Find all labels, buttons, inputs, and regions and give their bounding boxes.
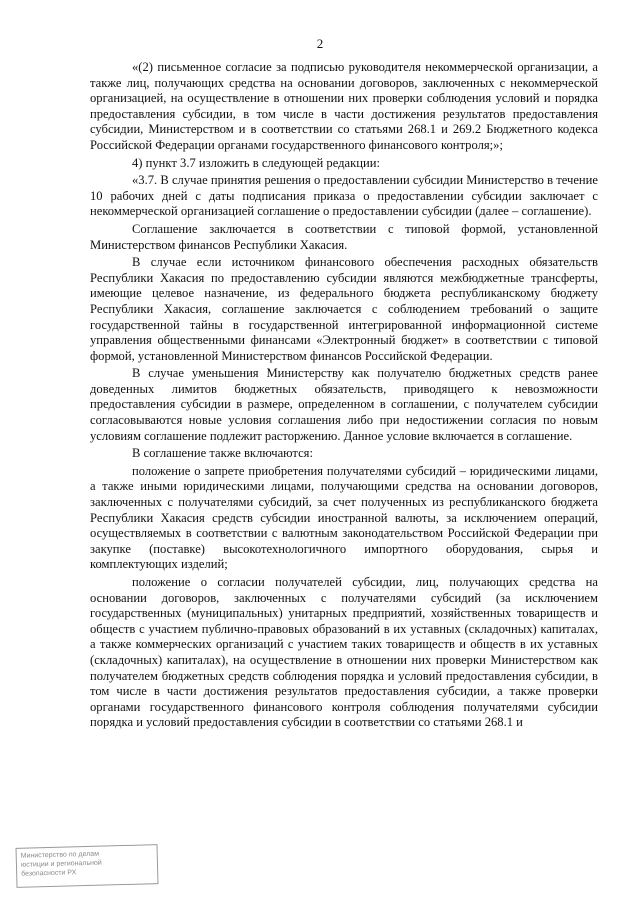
stamp-line: юстиции и региональной bbox=[20, 859, 102, 869]
paragraph-typical-form: Соглашение заключается в соответствии с типовой формой, установленной Министерством финансов Республики Хакасия. bbox=[90, 221, 598, 252]
paragraph-item-4: 4) пункт 3.7 изложить в следующей редакции: bbox=[132, 155, 380, 170]
stamp-line: безопасности РХ bbox=[21, 869, 77, 878]
paragraph-consent: «(2) письменное согласие за подписью руководителя некоммерческой организации, а также лиц, получающих средства на основании договоров, заключенных с некоммерческой организацией, на осуществление в отношении них проверки соблюдения условий и порядка предоставления субсидии, в том числе в части достижения результатов предоставления субсидии, Министерством и в соответствии со статьями 268.1 и 269.2 Бюджетного кодекса Российской Федерации органами государственного финансового контроля;»; bbox=[90, 60, 598, 152]
page-number: 2 bbox=[316, 36, 324, 51]
document-body bbox=[90, 60, 598, 733]
stamp-line: Министерство по делам bbox=[20, 850, 100, 860]
paragraph-interbudget-transfers: В случае если источником финансового обеспечения расходных обязательств Республики Хакасия по предоставлению субсидии являются межбюджетные трансферты, имеющие целевое назначение, из федерального бюджета республиканскому бюджету Республики Хакасия, соглашение заключается с соблюдением требований о защите государственной тайны в государственной интегрированной информационной системе управления общественными финансами «Электронный бюджет» в соответствии с типовой формой, установленной Министерством финансов Российской Федерации. bbox=[90, 255, 598, 363]
paragraph-3-7: «3.7. В случае принятия решения о предоставлении субсидии Министерство в течение 10 рабочих дней с даты подписания приказа о предоставлении субсидии заключает с некоммерческой организацией соглашение о предоставлении субсидии (далее – соглашение). bbox=[90, 173, 598, 219]
registration-stamp bbox=[16, 844, 159, 888]
paragraph-limits-reduction: В случае уменьшения Министерству как получателю бюджетных средств ранее доведенных лимитов бюджетных обязательств, приводящего к невозможности предоставления субсидии в размере, определенном в соглашении, с получателем субсидии согласовываются новые условия соглашения либо при недостижении согласия по новым условиям соглашение подлежит расторжению. Данное условие включается в соглашение. bbox=[90, 366, 598, 443]
paragraph-inspection-consent: положение о согласии получателей субсидии, лиц, получающих средства на основании договоров, заключенных с получателями субсидий (за исключением государственных (муниципальных) унитарных предприятий, хозяйственных товариществ и обществ с участием публично-правовых образований в их уставных (складочных) капиталах, а также коммерческих организаций с участием таких товариществ и обществ в их уставных (складочных) капиталах), на осуществление в отношении них проверки Министерством как получателем бюджетных средств соблюдения порядка и условий предоставления субсидии, в том числе в части достижения результатов предоставления субсидии, а также проверки органами государственного финансового контроля соблюдения получателями субсидии порядка и условий предоставления субсидии в соответствии со статьями 268.1 и bbox=[90, 575, 598, 730]
paragraph-also-included: В соглашение также включаются: bbox=[132, 446, 313, 461]
paragraph-currency-ban: положение о запрете приобретения получателями субсидий – юридическими лицами, а также иными юридическими лицами, получающими средства на основании договоров, заключенных с получателями субсидий, за счет полученных из республиканского бюджета Республики Хакасия средств субсидии иностранной валюты, за исключением операций, осуществляемых в соответствии с валютным законодательством Российской Федерации при закупке (поставке) высокотехнологичного импортного оборудования, сырья и комплектующих изделий; bbox=[90, 463, 598, 572]
